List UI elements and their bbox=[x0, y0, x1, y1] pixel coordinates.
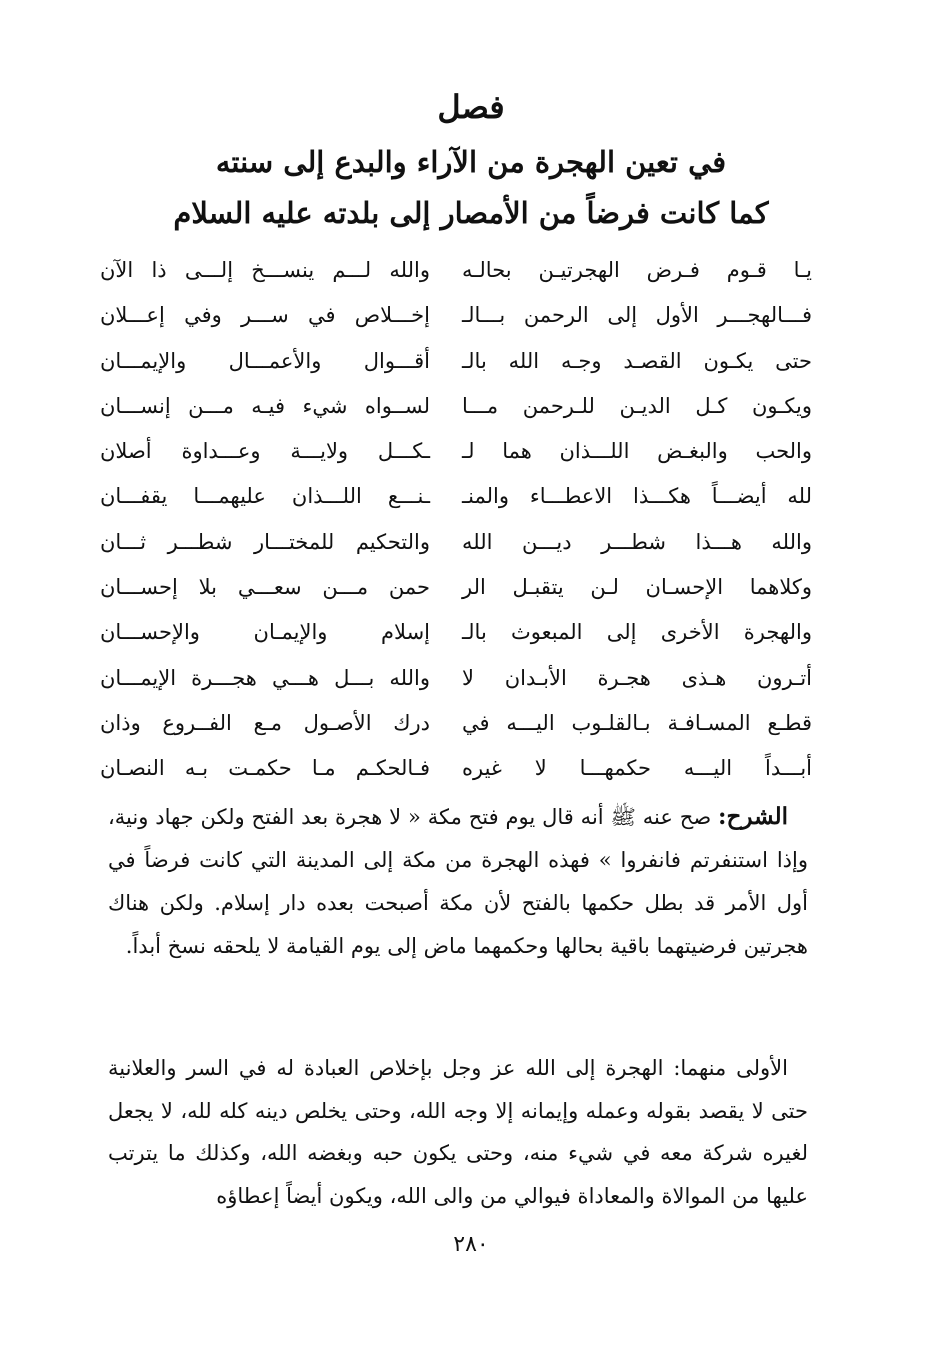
hemistich-first: يـا قـوم فـرض الهجرتيـن بحالـه bbox=[462, 258, 812, 282]
commentary-paragraph-2: الأولى منهما: الهجرة إلى الله عز وجل بإخلاص العبادة له في السر والعلانية حتى لا يقصد بقوله وعمله وإيمانه إلا وجه الله، وحتى يخلص دينه كله لله، لا يجعل لغيره شركة معه في شيء منه، وحتى يكون حبه وبغضه الله، وكذلك ما يترتب عليها من الموالاة والمعاداة فيوالي من والى الله، ويكون أيضاً إعطاؤه bbox=[108, 1056, 808, 1208]
hemistich-first: فـــالهجـــر الأول إلى الرحمن بـــالـ bbox=[462, 303, 812, 328]
hemistich-first: والحب والبغـض اللـــذان هما لـ bbox=[462, 439, 812, 464]
hemistich-second: إسلام والإيمـان والإحســـان bbox=[100, 620, 430, 645]
poem-verse bbox=[100, 660, 812, 705]
poem bbox=[100, 252, 812, 796]
poem-verse bbox=[100, 388, 812, 433]
hemistich-first: قطـع المسـافـة بـالقلـوب اليـــه في bbox=[462, 710, 812, 735]
poem-verse bbox=[100, 343, 812, 388]
commentary-text-1: صح عنه ﷺ أنه قال يوم فتح مكة « لا هجرة بعد الفتح ولكن جهاد ونية، وإذا استنفرتم فانفروا » فهذه الهجرة من مكة إلى المدينة التي كانت فرضاً في أول الأمر قد بطل حكمها بالفتح لأن مكة أصبحت بعده دار إسلام. ولكن هناك هجرتين فرضيتهما باقية بحالها وحكمهما ماض إلى يوم القيامة لا يلحقه نسخ أبداً. bbox=[108, 805, 808, 958]
poem-verse bbox=[100, 705, 812, 750]
hemistich-second: ـنـــع اللـــذان عليهمـــا يقفـــان bbox=[100, 484, 430, 509]
section-title: فصل bbox=[437, 88, 505, 126]
hemistich-second: لســواه شيء فيـه مـــن إنســـان bbox=[100, 393, 430, 418]
hemistich-second: والتحكيم للمختـــار شطـــر ثـــان bbox=[100, 529, 430, 554]
poem-verse bbox=[100, 569, 812, 614]
hemistich-second: فـالحكـم مـا حكمـت بـه النصـان bbox=[100, 756, 430, 781]
hemistich-first: ويكـون كـل الديـن للـرحمن مـــا bbox=[462, 393, 812, 418]
poem-verse bbox=[100, 478, 812, 523]
section-subtitle-line1: في تعين الهجرة من الآراء والبدع إلى سنته bbox=[215, 145, 727, 179]
poem-verse bbox=[100, 433, 812, 478]
hemistich-second: درك الأصـول مـع الفــروع وذان bbox=[100, 710, 430, 735]
section-subtitle-line2: كما كانت فرضاً من الأمصار إلى بلدته عليه السلام bbox=[173, 196, 769, 230]
commentary-paragraph-1 bbox=[108, 795, 808, 968]
poem-verse bbox=[100, 524, 812, 569]
hemistich-second: ـكـــل ولايـــة وعـــداوة أصلان bbox=[100, 439, 430, 464]
hemistich-first: وكلاهما الإحسـان لـن يتقبـل الر bbox=[462, 575, 812, 600]
hemistich-first: أبـــداً اليـــه حكمهـــا لا غيره bbox=[462, 756, 812, 781]
commentary-label: الشرح: bbox=[718, 803, 788, 830]
poem-verse bbox=[100, 252, 812, 297]
hemistich-second: والله بـــل هـــي هجـــرة الإيمـــان bbox=[100, 665, 430, 690]
poem-verse bbox=[100, 297, 812, 342]
hemistich-first: أتـرون هـذى هجـرة الأبـدان لا bbox=[462, 665, 812, 690]
hemistich-second: إخـــلاص في ســـر وفي إعـــلان bbox=[100, 303, 430, 328]
page-number: ٢٨٠ bbox=[453, 1232, 489, 1257]
hemistich-second: والله لـــم ينســـخ إلـــى ذا الآن bbox=[100, 258, 430, 282]
hemistich-first: والهجرة الأخرى إلى المبعوث بالـ bbox=[462, 620, 812, 645]
hemistich-first: حتى يكـون القصـد وجـه الله بالـ bbox=[462, 348, 812, 373]
hemistich-first: لله أيضـــاً هكـــذا الاعطـــاء والمنـ bbox=[462, 484, 812, 509]
hemistich-first: والله هـــذا شطـــر ديـــن الله bbox=[462, 529, 812, 554]
poem-verse bbox=[100, 614, 812, 659]
hemistich-second: أقـــوال والأعمـــال والإيمـــان bbox=[100, 348, 430, 373]
hemistich-second: حمن مـــن سعـــي بلا إحســـان bbox=[100, 575, 430, 600]
poem-verse bbox=[100, 750, 812, 795]
